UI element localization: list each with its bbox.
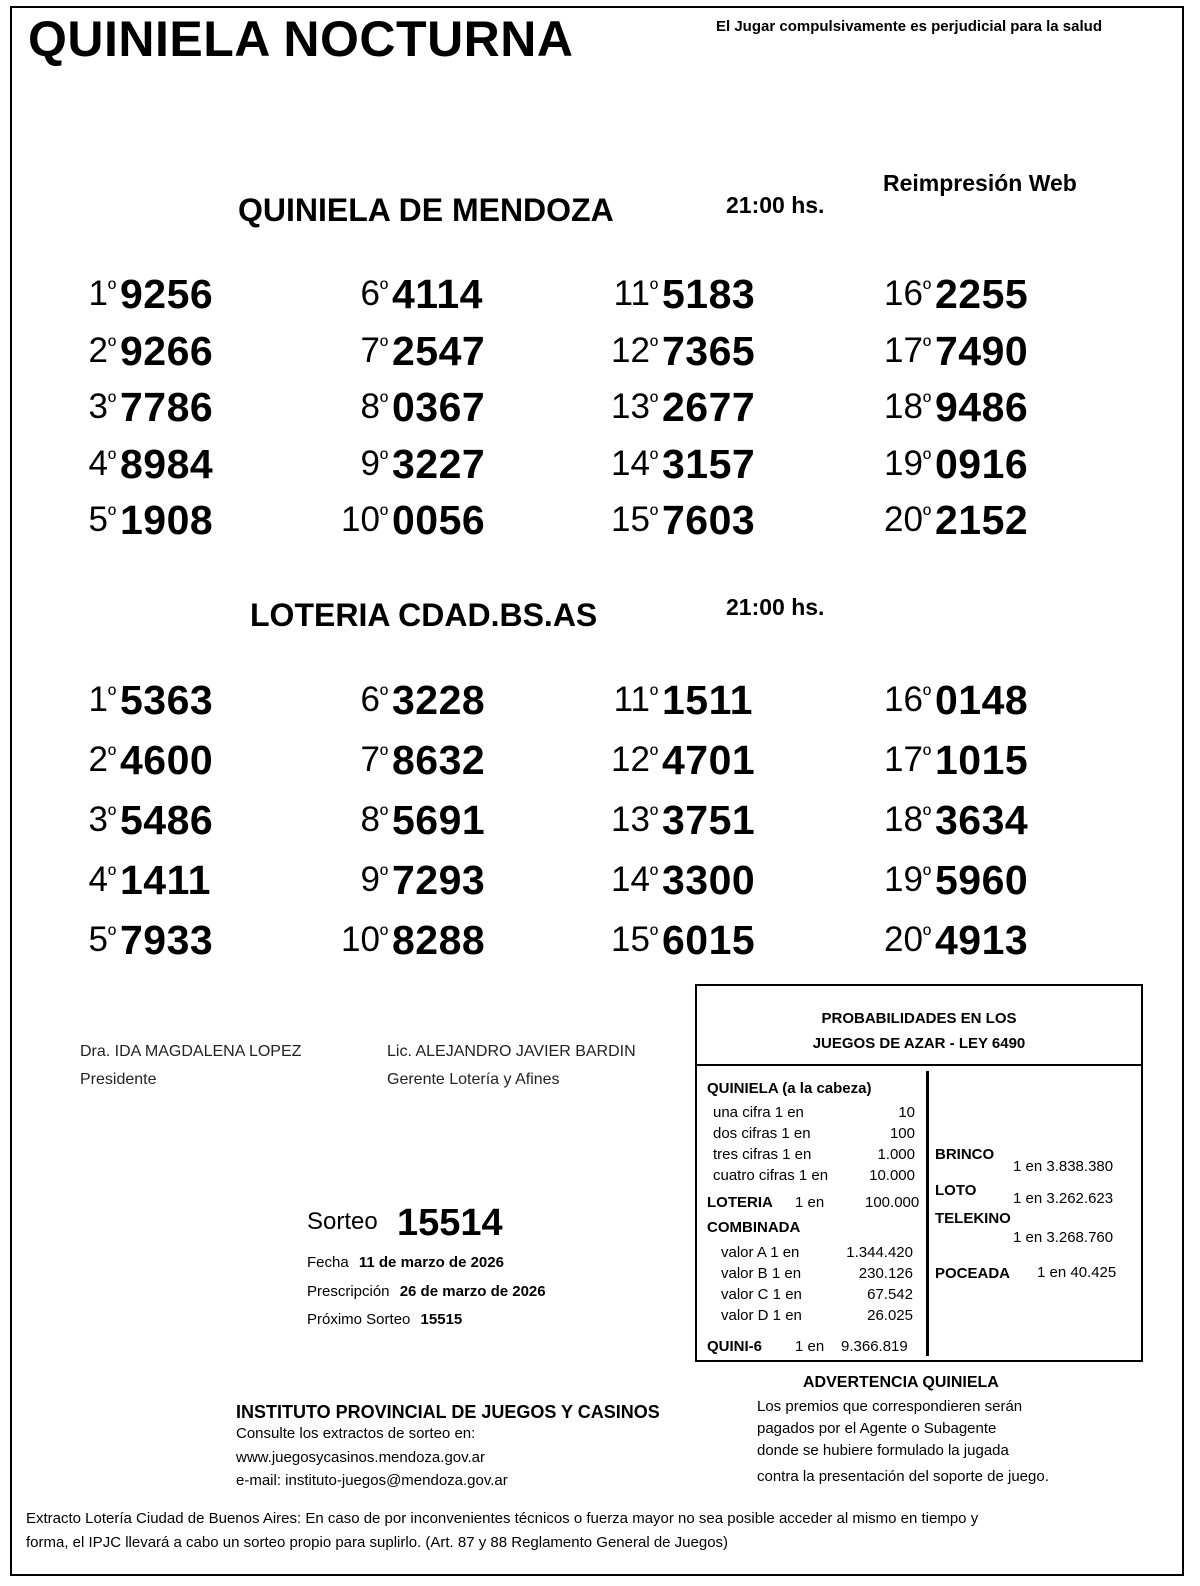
ordinal-mark: º xyxy=(107,742,116,767)
instituto-website[interactable]: www.juegosycasinos.mendoza.gov.ar xyxy=(236,1449,486,1466)
ordinal-mark: º xyxy=(379,922,388,947)
prob-row-value: 67.542 xyxy=(867,1286,913,1303)
prescripcion-row xyxy=(307,1283,546,1300)
prob-row-label: cuatro cifras 1 en xyxy=(713,1167,829,1184)
telekino-prob-label: TELEKINO xyxy=(935,1210,1011,1227)
telekino-prob-value: 1 en 3.268.760 xyxy=(1013,1229,1114,1246)
result-number: 9486 xyxy=(935,384,1029,430)
result-number: 5363 xyxy=(120,677,214,723)
result-position: $20^º$ xyxy=(884,920,931,959)
result-position: $4^º$ xyxy=(88,443,116,483)
ordinal-mark: º xyxy=(379,802,388,827)
advertencia-line: donde se hubiere formulado la jugada xyxy=(757,1442,1009,1459)
loteria-prob-en: 1 en xyxy=(795,1194,825,1211)
result-entry xyxy=(302,677,552,730)
result-entry xyxy=(302,271,552,324)
ordinal-mark: º xyxy=(107,332,116,358)
result-position: $11^º$ xyxy=(613,274,658,313)
ordinal-mark: º xyxy=(922,682,931,707)
result-position: $12^º$ xyxy=(611,330,658,370)
ordinal-mark: º xyxy=(379,862,388,887)
reprint-label: Reimpresión Web xyxy=(883,170,1077,196)
result-number: 2152 xyxy=(935,497,1029,543)
result-entry xyxy=(845,384,1095,437)
result-entry xyxy=(30,857,280,910)
result-position: $2^º$ xyxy=(88,740,116,779)
ordinal-mark: º xyxy=(379,682,388,707)
result-entry xyxy=(572,737,822,790)
result-entry xyxy=(845,797,1095,850)
result-number: 4114 xyxy=(392,271,483,317)
result-entry xyxy=(30,271,280,324)
result-position: $8^º$ xyxy=(360,800,388,839)
ordinal-mark: º xyxy=(107,862,116,887)
prob-row-value: 26.025 xyxy=(867,1307,913,1324)
result-position: $14^º$ xyxy=(611,443,658,483)
ordinal-mark: º xyxy=(922,276,931,301)
president-name: Dra. IDA MAGDALENA LOPEZ xyxy=(80,1043,302,1060)
ordinal-mark: º xyxy=(107,802,116,827)
result-position: $15^º$ xyxy=(611,500,658,539)
sorteo-number: 15514 xyxy=(397,1202,503,1244)
result-position: $6^º$ xyxy=(360,274,388,313)
result-entry xyxy=(572,797,822,850)
result-position: $19^º$ xyxy=(884,443,931,483)
result-position: $2^º$ xyxy=(88,330,116,370)
loteria-prob-value: 100.000 xyxy=(865,1194,920,1211)
sorteo-label: Sorteo xyxy=(307,1208,378,1235)
result-entry xyxy=(30,677,280,730)
result-number: 2677 xyxy=(662,384,756,430)
result-number: 4701 xyxy=(662,737,756,783)
prob-row-value: 100 xyxy=(889,1125,915,1142)
result-entry xyxy=(845,497,1095,550)
result-entry xyxy=(30,384,280,437)
ordinal-mark: º xyxy=(922,502,931,527)
result-number: 8288 xyxy=(392,917,486,963)
result-position: $5^º$ xyxy=(88,920,116,959)
result-number: 1411 xyxy=(120,857,211,903)
loteria-prob-label: LOTERIA xyxy=(707,1194,773,1211)
result-position: $15^º$ xyxy=(611,920,658,959)
result-number: 1511 xyxy=(662,677,753,723)
prob-row-value: 10.000 xyxy=(869,1167,915,1184)
advertencia-title: ADVERTENCIA QUINIELA xyxy=(803,1374,999,1391)
result-entry xyxy=(572,384,822,437)
prescripcion-value: 26 de marzo de 2026 xyxy=(399,1283,546,1300)
result-number: 5691 xyxy=(392,797,486,843)
result-position: $7^º$ xyxy=(360,330,388,370)
result-number: 7786 xyxy=(120,384,214,430)
footer-line-2: forma, el IPJC llevará a cabo un sorteo propio para suplirlo. (Art. 87 y 88 Reglamento General de Juegos) xyxy=(26,1534,729,1551)
result-number: 7365 xyxy=(662,327,756,374)
fecha-row xyxy=(307,1254,504,1271)
ordinal-mark: º xyxy=(379,502,388,527)
result-number: 7490 xyxy=(935,327,1029,374)
result-entry xyxy=(845,440,1095,494)
ordinal-mark: º xyxy=(649,922,658,947)
ordinal-mark: º xyxy=(922,922,931,947)
fecha-value: 11 de marzo de 2026 xyxy=(358,1254,504,1271)
result-number: 5486 xyxy=(120,797,214,843)
prob-row-value: 230.126 xyxy=(858,1265,913,1282)
ordinal-mark: º xyxy=(649,802,658,827)
footer-line-1: Extracto Lotería Ciudad de Buenos Aires: En caso de por inconvenientes técnicos o fuerza mayor no sea posible acceder al mismo en tiempo y xyxy=(26,1510,979,1527)
result-entry xyxy=(30,497,280,550)
result-position: $11^º$ xyxy=(613,680,658,719)
result-position: $9^º$ xyxy=(360,443,388,483)
ordinal-mark: º xyxy=(649,502,658,527)
result-position: $4^º$ xyxy=(88,860,116,899)
result-entry xyxy=(845,857,1095,910)
ordinal-mark: º xyxy=(922,802,931,827)
loto-prob-value: 1 en 3.262.623 xyxy=(1013,1190,1114,1207)
proximo-value: 15515 xyxy=(420,1311,463,1328)
result-number: 7933 xyxy=(120,917,214,963)
result-entry xyxy=(302,857,552,910)
ordinal-mark: º xyxy=(379,276,388,301)
ordinal-mark: º xyxy=(649,445,658,471)
result-entry xyxy=(302,797,552,850)
brinco-prob-label: BRINCO xyxy=(935,1146,995,1163)
loto-prob-label: LOTO xyxy=(935,1182,977,1199)
result-entry xyxy=(572,677,822,730)
result-entry xyxy=(302,384,552,437)
ordinal-mark: º xyxy=(107,502,116,527)
result-number: 2255 xyxy=(935,271,1029,317)
ordinal-mark: º xyxy=(107,389,116,414)
probabilities-header-line1: PROBABILIDADES EN LOS xyxy=(821,1010,1017,1027)
result-position: $3^º$ xyxy=(88,387,116,426)
document-title: QUINIELA NOCTURNA xyxy=(28,11,574,67)
result-entry xyxy=(572,497,822,550)
result-entry xyxy=(572,917,822,970)
poceada-prob-label: POCEADA xyxy=(935,1265,1011,1282)
result-entry xyxy=(30,737,280,790)
result-number: 3157 xyxy=(662,440,756,487)
prob-row-label: valor B 1 en xyxy=(721,1265,802,1282)
result-number: 4913 xyxy=(935,917,1029,963)
mendoza-time: 21:00 hs. xyxy=(726,192,825,218)
result-number: 3300 xyxy=(662,857,756,903)
prob-row-value: 1.344.420 xyxy=(846,1244,913,1261)
proximo-row xyxy=(307,1311,462,1328)
ordinal-mark: º xyxy=(107,682,116,707)
president-role: Presidente xyxy=(80,1071,157,1088)
prob-row-label: valor D 1 en xyxy=(721,1307,802,1324)
result-number: 8984 xyxy=(120,440,214,487)
quini6-prob-label: QUINI-6 xyxy=(707,1338,763,1355)
ordinal-mark: º xyxy=(922,742,931,767)
ordinal-mark: º xyxy=(379,445,388,471)
result-entry xyxy=(302,917,552,970)
result-position: $9^º$ xyxy=(360,860,388,899)
proximo-label: Próximo Sorteo xyxy=(307,1311,411,1328)
result-entry xyxy=(302,497,552,550)
result-position: $20^º$ xyxy=(884,500,931,539)
ordinal-mark: º xyxy=(922,332,931,358)
result-number: 3228 xyxy=(392,677,486,723)
result-position: $8^º$ xyxy=(360,387,388,426)
prescripcion-label: Prescripción xyxy=(307,1283,390,1300)
ordinal-mark: º xyxy=(379,389,388,414)
prob-row-label: valor A 1 en xyxy=(721,1244,800,1261)
result-entry xyxy=(30,917,280,970)
result-position: $12^º$ xyxy=(611,740,658,779)
result-position: $17^º$ xyxy=(884,330,931,370)
result-position: $16^º$ xyxy=(884,274,931,313)
ciudad-time: 21:00 hs. xyxy=(726,594,825,620)
result-entry xyxy=(572,327,822,381)
result-number: 7603 xyxy=(662,497,756,543)
probabilities-header xyxy=(697,986,1141,1066)
result-number: 3634 xyxy=(935,797,1029,843)
ciudad-title: LOTERIA CDAD.BS.AS xyxy=(250,597,598,633)
ordinal-mark: º xyxy=(649,682,658,707)
result-number: 2547 xyxy=(392,327,486,374)
fecha-label: Fecha xyxy=(307,1254,349,1271)
result-position: $10^º$ xyxy=(341,500,388,539)
instituto-email[interactable]: e-mail: instituto-juegos@mendoza.gov.ar xyxy=(236,1472,508,1489)
result-number: 0367 xyxy=(392,384,486,430)
ordinal-mark: º xyxy=(922,445,931,471)
result-number: 4600 xyxy=(120,737,214,783)
ordinal-mark: º xyxy=(649,389,658,414)
result-entry xyxy=(302,327,552,381)
result-number: 3227 xyxy=(392,440,486,487)
result-position: $5^º$ xyxy=(88,500,116,539)
ordinal-mark: º xyxy=(922,862,931,887)
result-position: $10^º$ xyxy=(341,920,388,959)
quiniela-prob-title: QUINIELA (a la cabeza) xyxy=(707,1080,872,1097)
prob-row-value: 10 xyxy=(898,1104,915,1121)
result-number: 0148 xyxy=(935,677,1029,723)
result-number: 8632 xyxy=(392,737,486,783)
result-entry xyxy=(302,737,552,790)
ordinal-mark: º xyxy=(107,445,116,471)
instituto-consult-line: Consulte los extractos de sorteo en: xyxy=(236,1425,476,1442)
gambling-warning: El Jugar compulsivamente es perjudicial para la salud xyxy=(716,18,1102,35)
result-position: $19^º$ xyxy=(884,860,931,899)
result-position: $13^º$ xyxy=(611,387,658,426)
result-number: 7293 xyxy=(392,857,486,903)
result-entry xyxy=(30,440,280,494)
result-entry xyxy=(572,857,822,910)
result-position: $16^º$ xyxy=(884,680,931,719)
result-position: $18^º$ xyxy=(884,387,931,426)
ordinal-mark: º xyxy=(649,276,658,301)
result-number: 1015 xyxy=(935,737,1029,783)
quini6-prob-value: 9.366.819 xyxy=(841,1338,908,1355)
result-position: $1^º$ xyxy=(88,274,116,313)
ordinal-mark: º xyxy=(379,742,388,767)
result-number: 0916 xyxy=(935,440,1029,487)
result-position: $7^º$ xyxy=(360,740,388,779)
result-number: 9266 xyxy=(120,327,214,374)
probabilities-divider xyxy=(926,1071,929,1356)
ordinal-mark: º xyxy=(922,389,931,414)
quini6-prob-en: 1 en xyxy=(795,1338,825,1355)
result-number: 5183 xyxy=(662,271,756,317)
brinco-prob-value: 1 en 3.838.380 xyxy=(1013,1158,1114,1175)
result-position: $18^º$ xyxy=(884,800,931,839)
result-position: $13^º$ xyxy=(611,800,658,839)
mendoza-title: QUINIELA DE MENDOZA xyxy=(238,192,614,228)
result-entry xyxy=(845,327,1095,381)
result-number: 6015 xyxy=(662,917,756,963)
ordinal-mark: º xyxy=(379,332,388,358)
result-entry xyxy=(30,797,280,850)
result-entry xyxy=(845,677,1095,730)
result-number: 0056 xyxy=(392,497,486,543)
prob-row-label: valor C 1 en xyxy=(721,1286,802,1303)
result-position: $14^º$ xyxy=(611,860,658,899)
instituto-title: INSTITUTO PROVINCIAL DE JUEGOS Y CASINOS xyxy=(236,1402,660,1422)
result-entry xyxy=(845,271,1095,324)
result-number: 1908 xyxy=(120,497,214,543)
result-entry xyxy=(845,737,1095,790)
result-number: 5960 xyxy=(935,857,1029,903)
manager-name: Lic. ALEJANDRO JAVIER BARDIN xyxy=(387,1043,636,1060)
prob-row-label: una cifra 1 en xyxy=(713,1104,804,1121)
combinada-prob-title: COMBINADA xyxy=(707,1219,801,1236)
result-entry xyxy=(572,271,822,324)
result-entry xyxy=(845,917,1095,970)
advertencia-line: pagados por el Agente o Subagente xyxy=(757,1420,997,1437)
advertencia-line: contra la presentación del soporte de juego. xyxy=(757,1468,1049,1485)
result-number: 9256 xyxy=(120,271,214,317)
result-position: $17^º$ xyxy=(884,740,931,779)
result-entry xyxy=(30,327,280,381)
advertencia-line: Los premios que correspondieren serán xyxy=(757,1398,1023,1415)
probabilities-header-line2: JUEGOS DE AZAR - LEY 6490 xyxy=(812,1035,1026,1052)
probabilities-box xyxy=(695,984,1143,1362)
prob-row-value: 1.000 xyxy=(877,1146,915,1163)
result-position: $1^º$ xyxy=(88,680,116,719)
prob-row-label: tres cifras 1 en xyxy=(713,1146,812,1163)
ordinal-mark: º xyxy=(649,742,658,767)
manager-role: Gerente Lotería y Afines xyxy=(387,1071,560,1088)
result-entry xyxy=(302,440,552,494)
result-number: 3751 xyxy=(662,797,756,843)
result-position: $6^º$ xyxy=(360,680,388,719)
ordinal-mark: º xyxy=(649,332,658,358)
ordinal-mark: º xyxy=(107,276,116,301)
poceada-prob-value: 1 en 40.425 xyxy=(1037,1264,1117,1281)
result-entry xyxy=(572,440,822,494)
ordinal-mark: º xyxy=(649,862,658,887)
ordinal-mark: º xyxy=(107,922,116,947)
prob-row-label: dos cifras 1 en xyxy=(713,1125,811,1142)
result-position: $3^º$ xyxy=(88,800,116,839)
